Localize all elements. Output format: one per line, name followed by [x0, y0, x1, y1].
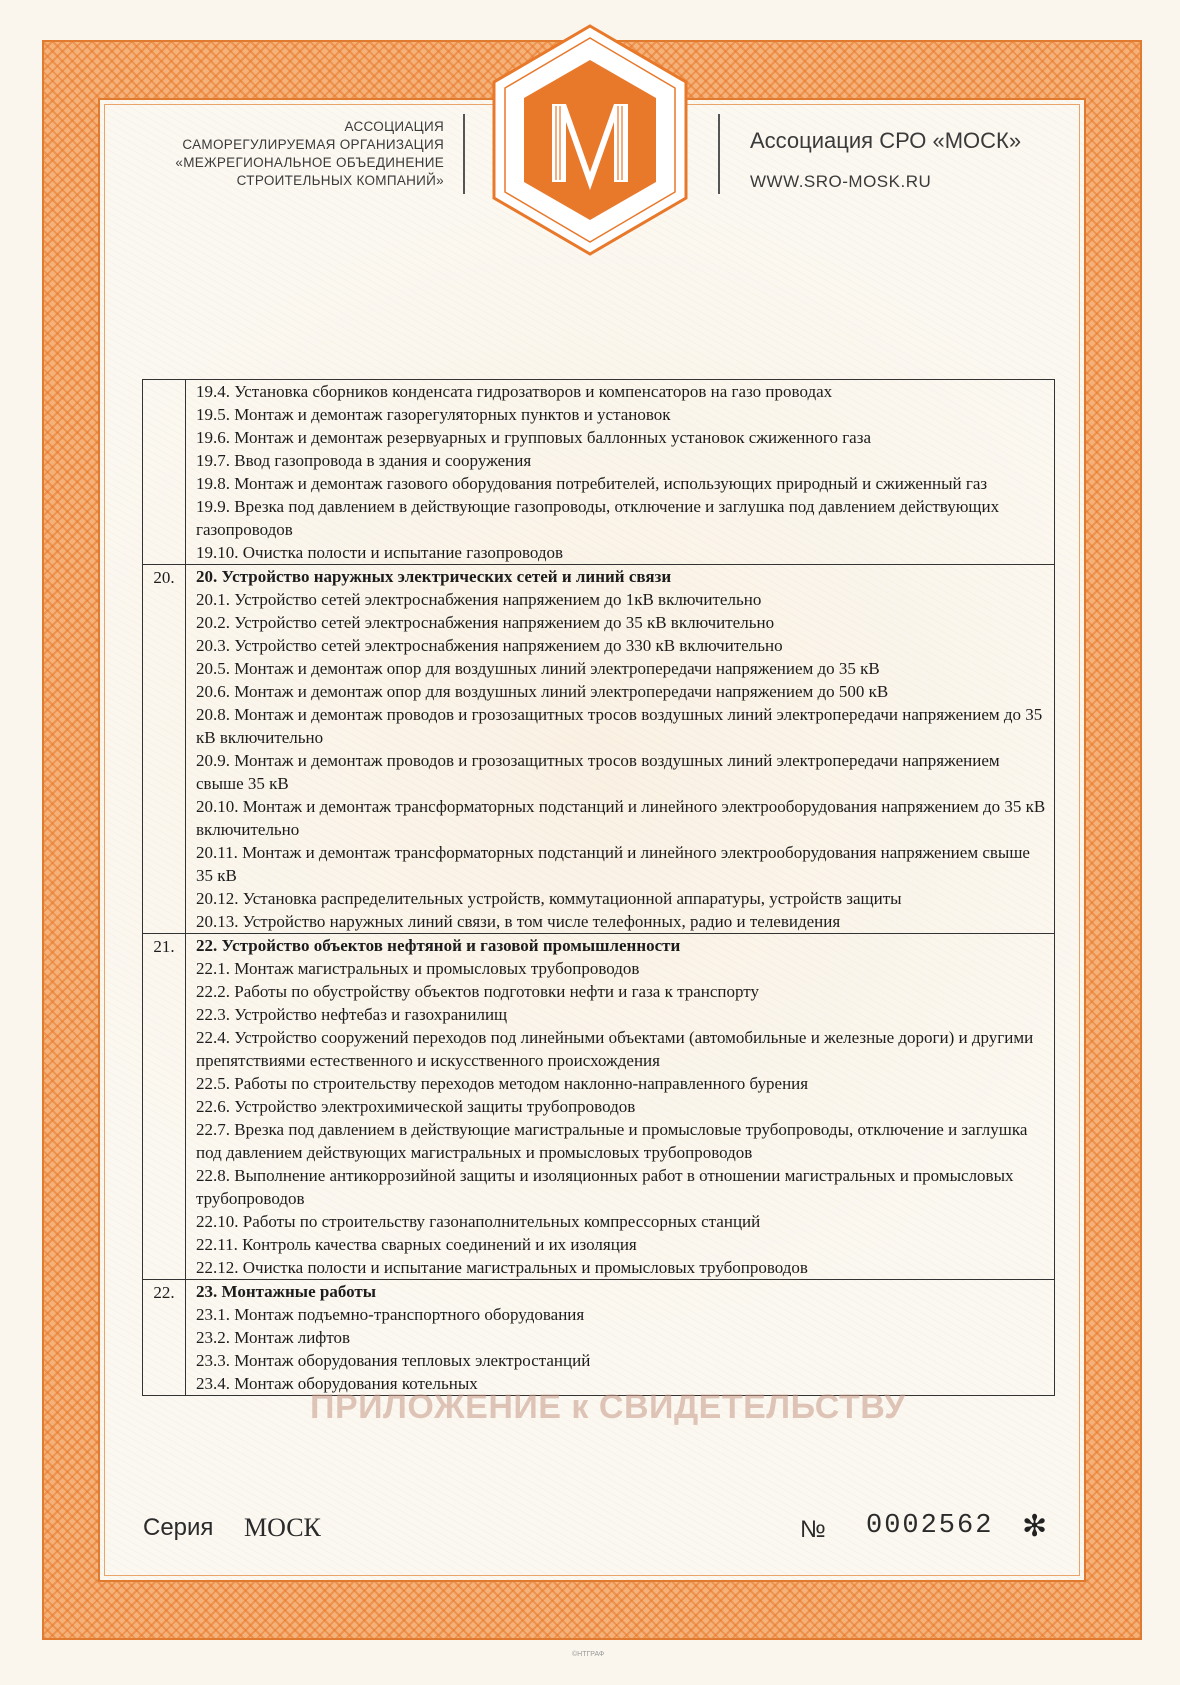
certificate-number: 0002562	[866, 1511, 994, 1541]
number-sign: №	[800, 1516, 826, 1543]
row-content	[186, 934, 1055, 1280]
table-row	[143, 565, 1055, 934]
asterisk-icon: ✻	[1022, 1509, 1048, 1544]
work-item: 23.4. Монтаж оборудования котельных	[196, 1374, 478, 1393]
header-divider-left	[463, 114, 465, 194]
hexagon-m-logo-icon	[490, 22, 690, 258]
association-url: WWW.SRO-MOSK.RU	[750, 172, 932, 191]
row-number	[143, 380, 186, 565]
works-table	[142, 379, 1055, 1396]
association-name	[175, 118, 444, 190]
work-item: 22.3. Устройство нефтебаз и газохранилищ	[196, 1005, 508, 1024]
section-heading: 23. Монтажные работы	[196, 1282, 376, 1301]
table-row	[143, 934, 1055, 1280]
row-content	[186, 565, 1055, 934]
header-divider-right	[718, 114, 720, 194]
row-number: 20.	[143, 565, 186, 934]
work-item: 19.10. Очистка полости и испытание газопроводов	[196, 543, 564, 562]
association-name-line: «МЕЖРЕГИОНАЛЬНОЕ ОБЪЕДИНЕНИЕ	[175, 155, 444, 170]
work-item: 20.10. Монтаж и демонтаж трансформаторных подстанций и линейного электрооборудования напряжением до 35 кВ включительно	[196, 797, 1046, 839]
work-item: 20.13. Устройство наружных линий связи, в том числе телефонных, радио и телевидения	[196, 912, 841, 931]
work-item: 22.5. Работы по строительству переходов методом наклонно-направленного бурения	[196, 1074, 809, 1093]
section-heading: 22. Устройство объектов нефтяной и газовой промышленности	[196, 936, 681, 955]
printer-mark: ©НТГРАФ	[572, 1651, 605, 1658]
appendix-watermark: ПРИЛОЖЕНИЕ к СВИДЕТЕЛЬСТВУ	[310, 1388, 906, 1426]
work-item: 22.12. Очистка полости и испытание магистральных и промысловых трубопроводов	[196, 1258, 808, 1277]
row-number: 22.	[143, 1280, 186, 1396]
work-item: 19.7. Ввод газопровода в здания и сооружения	[196, 451, 532, 470]
work-item: 20.2. Устройство сетей электроснабжения напряжением до 35 кВ включительно	[196, 613, 775, 632]
work-item: 22.6. Устройство электрохимической защиты трубопроводов	[196, 1097, 636, 1116]
section-heading: 20. Устройство наружных электрических сетей и линий связи	[196, 567, 672, 586]
association-name-line: СТРОИТЕЛЬНЫХ КОМПАНИЙ»	[236, 173, 444, 188]
work-item: 20.8. Монтаж и демонтаж проводов и грозозащитных тросов воздушных линий электропередачи напряжением до 35 кВ включительно	[196, 705, 1043, 747]
work-item: 19.5. Монтаж и демонтаж газорегуляторных пунктов и установок	[196, 405, 671, 424]
association-name-line: САМОРЕГУЛИРУЕМАЯ ОРГАНИЗАЦИЯ	[182, 137, 444, 152]
work-item: 22.4. Устройство сооружений переходов под линейными объектами (автомобильные и железные дороги) и другими препятствиями естественного и искусственного происхождения	[196, 1028, 1034, 1070]
row-content	[186, 380, 1055, 565]
series-label: Серия	[143, 1514, 214, 1541]
work-item: 23.2. Монтаж лифтов	[196, 1328, 351, 1347]
series-value: МОСК	[244, 1513, 321, 1542]
association-name-line: АССОЦИАЦИЯ	[344, 119, 444, 134]
work-item: 19.4. Установка сборников конденсата гидрозатворов и компенсаторов на газо проводах	[196, 382, 833, 401]
row-content	[186, 1280, 1055, 1396]
work-item: 20.3. Устройство сетей электроснабжения напряжением до 330 кВ включительно	[196, 636, 783, 655]
work-item: 20.1. Устройство сетей электроснабжения напряжением до 1кВ включительно	[196, 590, 762, 609]
work-item: 22.7. Врезка под давлением в действующие магистральные и промысловые трубопроводы, отключение и заглушка под давлением действующих магистральных и промысловых трубопроводов	[196, 1120, 1028, 1162]
work-item: 20.12. Установка распределительных устройств, коммутационной аппаратуры, устройств защиты	[196, 889, 902, 908]
table-row	[143, 1280, 1055, 1396]
work-item: 23.3. Монтаж оборудования тепловых электростанций	[196, 1351, 591, 1370]
work-item: 20.6. Монтаж и демонтаж опор для воздушных линий электропередачи напряжением до 500 кВ	[196, 682, 889, 701]
work-item: 20.5. Монтаж и демонтаж опор для воздушных линий электропередачи напряжением до 35 кВ	[196, 659, 880, 678]
table-row	[143, 380, 1055, 565]
work-item: 22.8. Выполнение антикоррозийной защиты и изоляционных работ в отношении магистральных и промысловых трубопроводов	[196, 1166, 1014, 1208]
work-item: 20.11. Монтаж и демонтаж трансформаторных подстанций и линейного электрооборудования напряжением свыше 35 кВ	[196, 843, 1030, 885]
work-item: 20.9. Монтаж и демонтаж проводов и грозозащитных тросов воздушных линий электропередачи напряжением свыше 35 кВ	[196, 751, 1000, 793]
work-item: 19.6. Монтаж и демонтаж резервуарных и групповых баллонных установок сжиженного газа	[196, 428, 871, 447]
work-item: 22.10. Работы по строительству газонаполнительных компрессорных станций	[196, 1212, 761, 1231]
association-title: Ассоциация СРО «МОСК»	[750, 128, 1022, 153]
work-item: 22.2. Работы по обустройству объектов подготовки нефти и газа к транспорту	[196, 982, 760, 1001]
work-item: 19.9. Врезка под давлением в действующие газопроводы, отключение и заглушка под давлением действующих газопроводов	[196, 497, 1000, 539]
work-item: 22.1. Монтаж магистральных и промысловых трубопроводов	[196, 959, 640, 978]
row-number: 21.	[143, 934, 186, 1280]
work-item: 19.8. Монтаж и демонтаж газового оборудования потребителей, использующих природный и сжиженный газ	[196, 474, 988, 493]
work-item: 23.1. Монтаж подъемно-транспортного оборудования	[196, 1305, 585, 1324]
work-item: 22.11. Контроль качества сварных соединений и их изоляция	[196, 1235, 637, 1254]
